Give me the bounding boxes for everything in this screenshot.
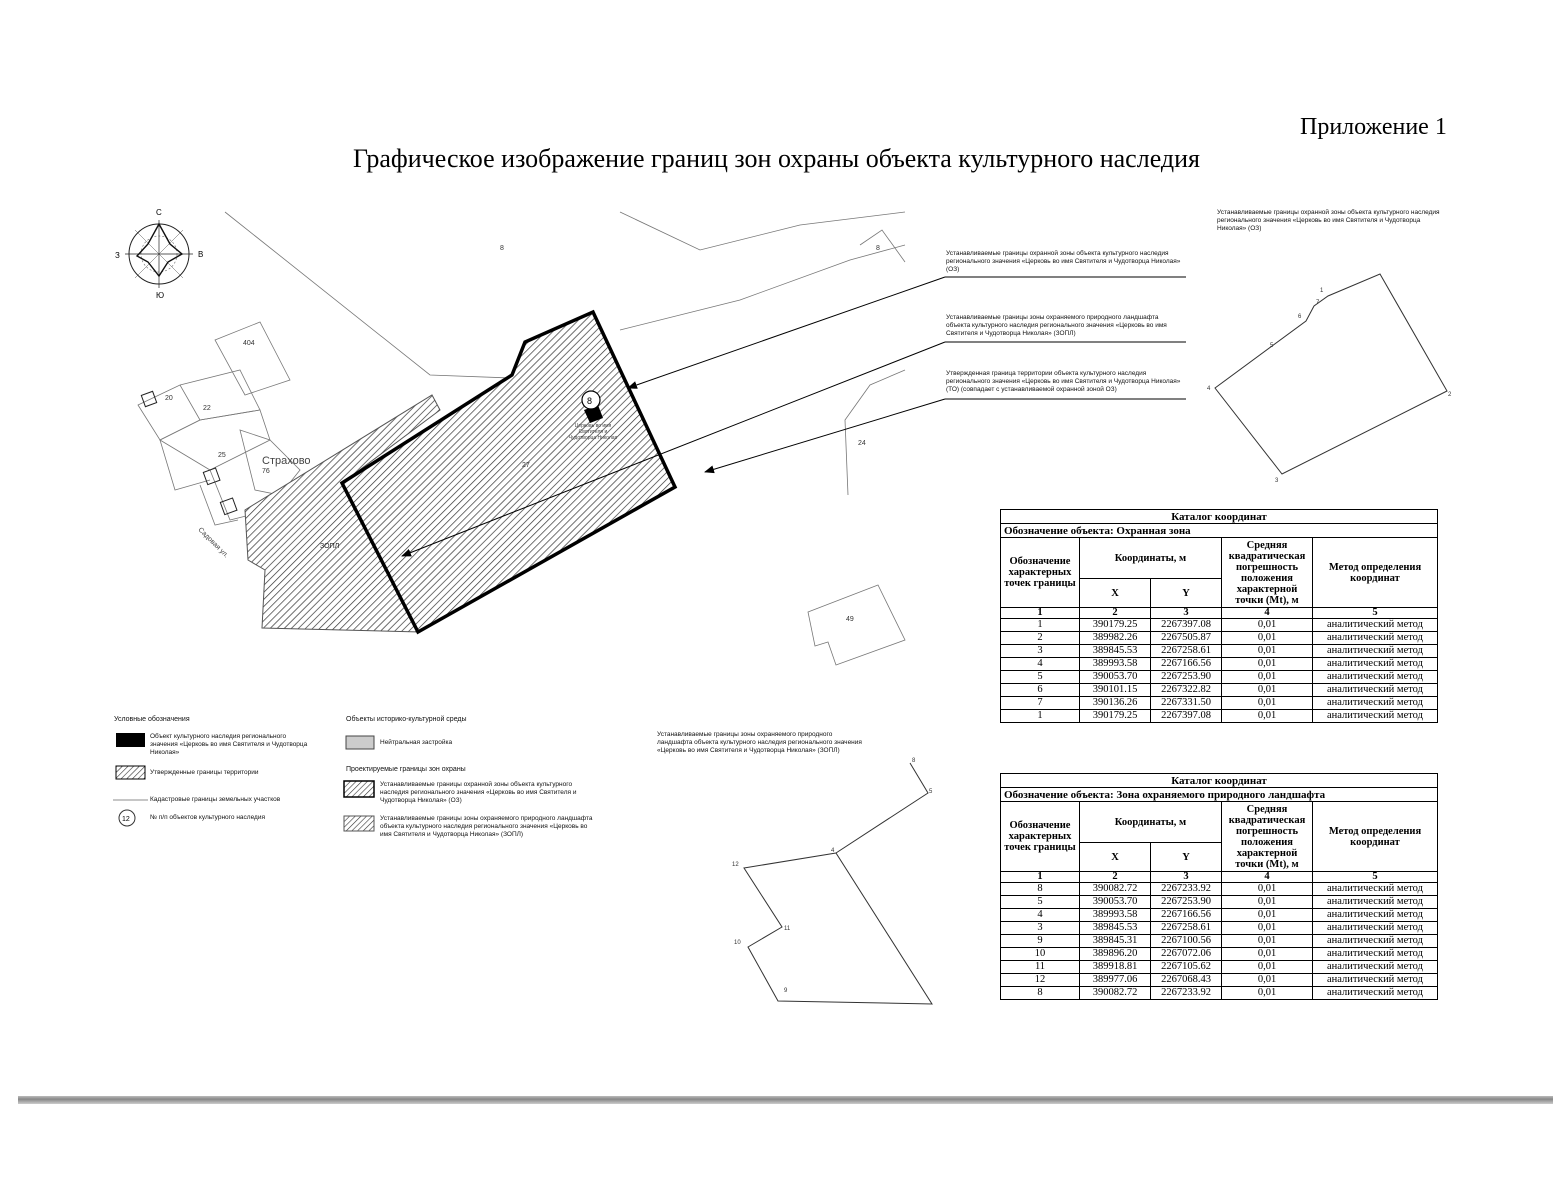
oz-point: 6 <box>1298 314 1302 320</box>
table-row: 8 390082.72 2267233.92 0,01 аналитический метод <box>1001 883 1438 896</box>
table-row: 6 390101.15 2267322.82 0,01 аналитический метод <box>1001 684 1438 697</box>
parcel-label: 8 <box>876 245 880 252</box>
table-object: Обозначение объекта: Охранная зона <box>1001 524 1438 538</box>
oz-point: 1 <box>1320 288 1324 294</box>
header-method: Метод определения координат <box>1313 538 1438 608</box>
col-number: 2 <box>1080 608 1151 619</box>
parcel-label: 20 <box>165 395 173 402</box>
street-label: Садовая ул. <box>196 526 230 560</box>
header-y: Y <box>1151 843 1222 872</box>
zopl-point: 10 <box>734 940 741 946</box>
table-object: Обозначение объекта: Зона охраняемого природного ландшафта <box>1001 788 1438 802</box>
table-row: 12 389977.06 2267068.43 0,01 аналитический метод <box>1001 974 1438 987</box>
legend-proj-oz: Устанавливаемые границы охранной зоны объекта культурного наследия регионального значения «Церковь во имя Святителя и Чудотворца Николая» (ОЗ) <box>380 781 577 804</box>
zopl-point: 11 <box>784 926 791 932</box>
zopl-scheme <box>744 763 932 1004</box>
oz-scheme <box>1215 274 1447 474</box>
parcel-label: 27 <box>522 462 530 469</box>
oz-point: 3 <box>1275 478 1279 484</box>
heritage-marker-number: 8 <box>587 396 593 406</box>
legend-item-territory: Утвержденные границы территории <box>150 769 259 776</box>
zopl-point: 4 <box>831 848 835 854</box>
parcel-label: 22 <box>203 405 211 412</box>
table-row: 3 389845.53 2267258.61 0,01 аналитический метод <box>1001 645 1438 658</box>
legend-item-object: Объект культурного наследия регионального значения «Церковь во имя Святителя и Чудотворца Николая» <box>150 733 308 756</box>
table-row: 8 390082.72 2267233.92 0,01 аналитический метод <box>1001 987 1438 1000</box>
zone-label: ЗОПЛ <box>320 543 340 550</box>
appendix-label: Приложение 1 <box>1300 114 1447 140</box>
header-method: Метод определения координат <box>1313 802 1438 872</box>
header-error: Средняя квадратическая погрешность положения характерной точки (Mt), м <box>1222 802 1313 872</box>
legend-title: Условные обозначения <box>114 716 190 723</box>
zopl-scheme-title: Устанавливаемые границы зоны охраняемого природного ландшафта объекта культурного наследия регионального значения «Церковь во имя Святителя и Чудотворца Николая» (ЗОПЛ) <box>657 731 862 754</box>
parcel-label: 404 <box>243 340 255 347</box>
parcel-label: 76 <box>262 468 270 475</box>
callout-zopl: Устанавливаемые границы зоны охраняемого природного ландшафта объекта культурного наследия регионального значения «Церковь во имя Святителя и Чудотворца Николая» (ЗОПЛ) <box>946 314 1167 337</box>
zopl-point: 12 <box>732 862 739 868</box>
oz-point: 2 <box>1448 392 1452 398</box>
header-error: Средняя квадратическая погрешность положения характерной точки (Mt), м <box>1222 538 1313 608</box>
table-caption: Каталог координат <box>1001 510 1438 524</box>
col-number: 3 <box>1151 872 1222 883</box>
col-number: 2 <box>1080 872 1151 883</box>
compass-west: З <box>115 251 120 260</box>
parcel-label: 25 <box>218 452 226 459</box>
col-number: 1 <box>1001 872 1080 883</box>
col-number: 3 <box>1151 608 1222 619</box>
zopl-point: 5 <box>929 789 933 795</box>
legend-item-number: № п/п объектов культурного наследия <box>150 814 265 821</box>
table-row: 4 389993.58 2267166.56 0,01 аналитический метод <box>1001 909 1438 922</box>
table-row: 5 390053.70 2267253.90 0,01 аналитический метод <box>1001 896 1438 909</box>
coordinates-table-oz <box>1000 509 1438 723</box>
callout-to: Утвержденная граница территории объекта культурного наследия регионального значения «Церковь во имя Святителя и Чудотворца Николая» (ТО) (совпадает с устанавливаемой охранной зоной ОЗ) <box>946 370 1181 393</box>
header-coords: Координаты, м <box>1080 802 1222 843</box>
table-row: 11 389918.81 2267105.62 0,01 аналитический метод <box>1001 961 1438 974</box>
table-caption: Каталог координат <box>1001 774 1438 788</box>
legend-env-item: Нейтральная застройка <box>380 739 453 746</box>
legend-proj-title: Проектируемые границы зон охраны <box>346 766 466 773</box>
header-x: X <box>1080 579 1151 608</box>
parcel-label: 24 <box>858 440 866 447</box>
oz-zone <box>342 312 675 632</box>
compass-east: В <box>198 250 204 259</box>
table-row: 7 390136.26 2267331.50 0,01 аналитический метод <box>1001 697 1438 710</box>
legend-env-title: Объекты историко-культурной среды <box>346 716 467 723</box>
compass-rose <box>125 220 193 288</box>
compass-north: С <box>156 208 162 217</box>
bottom-rule <box>18 1096 1553 1104</box>
legend-item-cadastral: Кадастровые границы земельных участков <box>150 796 281 803</box>
header-x: X <box>1080 843 1151 872</box>
table-row: 9 389845.31 2267100.56 0,01 аналитический метод <box>1001 935 1438 948</box>
col-number: 5 <box>1313 872 1438 883</box>
table-row: 2 389982.26 2267505.87 0,01 аналитический метод <box>1001 632 1438 645</box>
col-number: 1 <box>1001 608 1080 619</box>
oz-point: 5 <box>1270 343 1274 349</box>
oz-point: 4 <box>1207 386 1211 392</box>
header-point: Обозначение характерных точек границы <box>1001 802 1080 872</box>
table-row: 1 390179.25 2267397.08 0,01 аналитический метод <box>1001 619 1438 632</box>
object-caption: Церковь во имя Святителя и Чудотворца Николая <box>568 423 618 441</box>
zopl-point: 8 <box>912 758 916 764</box>
parcel-label: 8 <box>500 245 504 252</box>
table-row: 1 390179.25 2267397.08 0,01 аналитический метод <box>1001 710 1438 723</box>
col-number: 4 <box>1222 872 1313 883</box>
header-point: Обозначение характерных точек границы <box>1001 538 1080 608</box>
col-number: 4 <box>1222 608 1313 619</box>
oz-scheme-title: Устанавливаемые границы охранной зоны объекта культурного наследия регионального значения «Церковь во имя Святителя и Чудотворца Николая» (ОЗ) <box>1217 209 1440 232</box>
page-title: Графическое изображение границ зон охраны объекта культурного наследия <box>352 144 1200 173</box>
compass-south: Ю <box>156 291 165 300</box>
callout-oz: Устанавливаемые границы охранной зоны объекта культурного наследия регионального значения «Церковь во имя Святителя и Чудотворца Николая» (ОЗ) <box>946 250 1181 273</box>
header-y: Y <box>1151 579 1222 608</box>
parcel-label: 49 <box>846 616 854 623</box>
table-row: 4 389993.58 2267166.56 0,01 аналитический метод <box>1001 658 1438 671</box>
table-row: 5 390053.70 2267253.90 0,01 аналитический метод <box>1001 671 1438 684</box>
table-row: 3 389845.53 2267258.61 0,01 аналитический метод <box>1001 922 1438 935</box>
coordinates-table-zopl <box>1000 773 1438 1000</box>
table-row: 10 389896.20 2267072.06 0,01 аналитический метод <box>1001 948 1438 961</box>
legend-number-sample: 12 <box>122 816 130 823</box>
zopl-point: 9 <box>784 988 788 994</box>
header-coords: Координаты, м <box>1080 538 1222 579</box>
oz-point: 7 <box>1316 300 1320 306</box>
legend-proj-zopl: Устанавливаемые границы зоны охраняемого природного ландшафта объекта культурного наследия регионального значения «Церковь во имя Святителя и Чудотворца Николая» (ЗОПЛ) <box>380 815 593 838</box>
col-number: 5 <box>1313 608 1438 619</box>
place-label: Страхово <box>262 455 311 467</box>
